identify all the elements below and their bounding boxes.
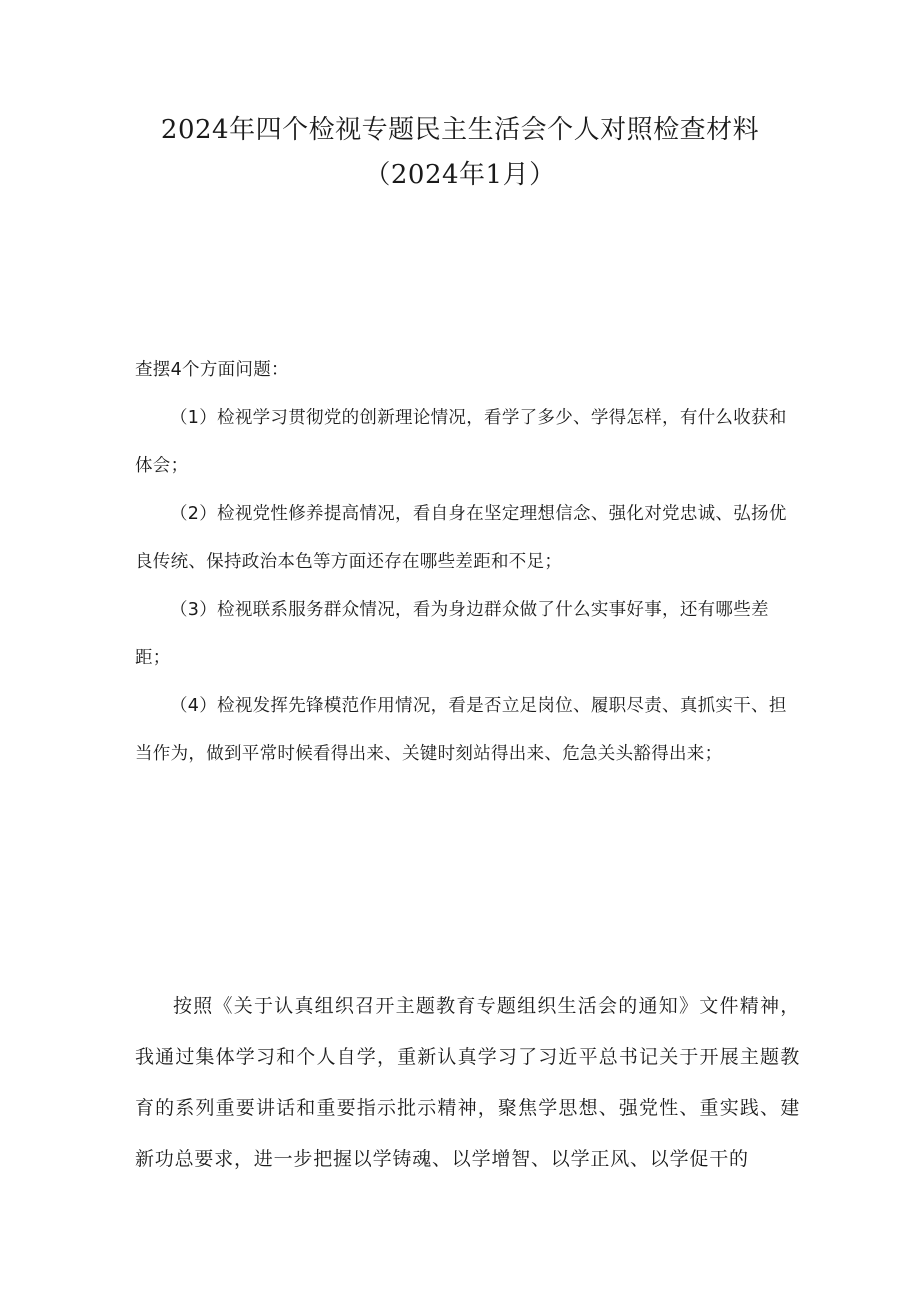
- issue-item-3: （3）检视联系服务群众情况，看为身边群众做了什么实事好事，还有哪些差距；: [135, 600, 769, 668]
- issue-item-4: （4）检视发挥先锋模范作用情况，看是否立足岗位、履职尽责、真抓实干、担当作为，做到平常时候看得出来、关键时刻站得出来、危急关头豁得出来；: [135, 696, 787, 764]
- issues-list: [135, 394, 795, 778]
- issues-intro: 查摆4个方面问题：: [135, 360, 289, 380]
- issue-item-1: （1）检视学习贯彻党的创新理论情况，看学了多少、学得怎样，有什么收获和体会；: [135, 408, 787, 476]
- document-date: （2024年1月）: [364, 160, 556, 190]
- body-paragraph: 按照《关于认真组织召开主题教育专题组织生活会的通知》文件精神，我通过集体学习和个人自学，重新认真学习了习近平总书记关于开展主题教育的系列重要讲话和重要指示批示精神，聚焦学思想、强党性、重实践、建新功总要求，进一步把握以学铸魂、以学增智、以学正风、以学促干的: [135, 995, 800, 1170]
- document-title: 2024年四个检视专题民主生活会个人对照检查材料: [160, 115, 760, 145]
- issue-item-2: （2）检视党性修养提高情况，看自身在坚定理想信念、强化对党忠诚、弘扬优良传统、保持政治本色等方面还存在哪些差距和不足；: [135, 504, 787, 572]
